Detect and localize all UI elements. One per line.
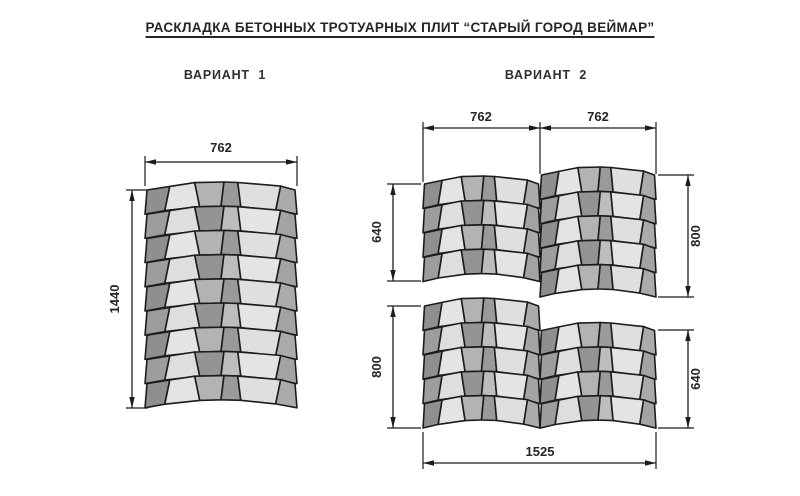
paver-tile bbox=[494, 323, 527, 351]
paver-tile bbox=[578, 347, 600, 372]
paver-tile bbox=[494, 201, 527, 229]
dimension-arrow bbox=[685, 286, 690, 297]
paver-tile bbox=[461, 200, 484, 225]
paver-tile bbox=[578, 396, 600, 421]
paver-tile bbox=[238, 255, 281, 283]
dimension-arrow bbox=[645, 460, 656, 465]
dimension-arrow bbox=[129, 397, 134, 408]
paver-tile bbox=[438, 250, 465, 278]
dimension-arrow bbox=[145, 159, 156, 164]
paver-tile bbox=[640, 400, 656, 428]
paver-tile bbox=[461, 371, 484, 396]
paver-tile bbox=[611, 347, 644, 375]
paver-tile bbox=[461, 347, 484, 372]
dimension-arrow bbox=[423, 125, 434, 130]
paver-tile bbox=[611, 216, 644, 244]
paver-tile bbox=[461, 249, 484, 274]
paver-tile bbox=[461, 225, 484, 250]
variant1-panel bbox=[145, 182, 297, 408]
dimension-value-variant2-top-height-left: 640 bbox=[369, 221, 384, 243]
paver-tile bbox=[461, 322, 484, 347]
paver-tile bbox=[524, 253, 540, 281]
paver-tile bbox=[195, 255, 224, 280]
paver-tile bbox=[461, 176, 484, 201]
paver-tile bbox=[578, 371, 600, 396]
paver-tile bbox=[611, 323, 644, 351]
paver-tile bbox=[494, 250, 527, 278]
paver-tile bbox=[611, 192, 644, 220]
dimension-arrow bbox=[390, 306, 395, 317]
dimension-arrow bbox=[390, 184, 395, 195]
paver-tile bbox=[195, 376, 224, 401]
dimension-variant1-height bbox=[107, 190, 148, 408]
paver-tile bbox=[195, 351, 224, 376]
variant1-label: ВАРИАНТ 1 bbox=[183, 68, 267, 82]
dimension-value-variant2-bottom-width: 1525 bbox=[525, 444, 555, 459]
dimension-variant2-bottom-width bbox=[423, 432, 656, 469]
dimension-arrow bbox=[129, 190, 134, 201]
paver-tile bbox=[195, 303, 224, 328]
paver-tile bbox=[578, 191, 600, 216]
paver-tile bbox=[494, 396, 527, 424]
paver-tile bbox=[238, 304, 281, 332]
paver-tile bbox=[238, 207, 281, 235]
dimension-value-variant2-bottom-height-left: 800 bbox=[369, 356, 384, 378]
paver-tile bbox=[578, 167, 600, 192]
paver-tile bbox=[238, 352, 281, 380]
paver-tile bbox=[578, 216, 600, 241]
paver-tile bbox=[195, 206, 224, 231]
paver-tile bbox=[238, 376, 281, 404]
dimension-arrow bbox=[286, 159, 297, 164]
dimension-variant2-bottom-height-left bbox=[369, 306, 421, 428]
dimension-arrow bbox=[390, 417, 395, 428]
dimension-value-variant2-top-width-left: 762 bbox=[470, 109, 492, 124]
dimension-value-variant2-top-width-right: 762 bbox=[587, 109, 609, 124]
dimension-arrow bbox=[540, 125, 551, 130]
variant2-bottom-panel bbox=[423, 298, 656, 428]
paver-tile bbox=[578, 240, 600, 265]
paver-tile bbox=[195, 230, 224, 255]
paver-tile bbox=[611, 265, 644, 293]
page-title: РАСКЛАДКА БЕТОННЫХ ТРОТУАРНЫХ ПЛИТ “СТАРЫЙ ГОРОД ВЕЙМАР” bbox=[145, 20, 655, 35]
paver-tile bbox=[165, 376, 200, 404]
paver-tile bbox=[494, 299, 527, 327]
dimension-arrow bbox=[685, 417, 690, 428]
paver-tile bbox=[611, 372, 644, 400]
paver-tile bbox=[524, 400, 540, 428]
paver-tile bbox=[578, 265, 600, 290]
dimension-value-variant1-height: 1440 bbox=[107, 284, 122, 314]
dimension-arrow bbox=[529, 125, 540, 130]
dimension-variant2-top-height-left bbox=[369, 184, 421, 281]
paver-tile bbox=[611, 241, 644, 269]
variant2-label: ВАРИАНТ 2 bbox=[504, 68, 588, 82]
dimension-variant2-top-width-right bbox=[540, 109, 656, 174]
paver-tile bbox=[611, 168, 644, 196]
dimension-variant2-top-width-left bbox=[423, 109, 540, 182]
paver-tile bbox=[494, 347, 527, 375]
paver-tile bbox=[238, 231, 281, 259]
dimension-arrow bbox=[645, 125, 656, 130]
paver-tile bbox=[461, 396, 484, 421]
paver-tile bbox=[461, 298, 484, 323]
paver-tile bbox=[611, 396, 644, 424]
paver-tile bbox=[238, 279, 281, 307]
paver-tile bbox=[238, 328, 281, 356]
dimension-arrow bbox=[423, 460, 434, 465]
paver-tile bbox=[494, 372, 527, 400]
dimension-variant1-width bbox=[145, 140, 297, 186]
paver-tile bbox=[494, 225, 527, 253]
paver-tile bbox=[438, 396, 465, 424]
dimension-arrow bbox=[390, 270, 395, 281]
paver-tile bbox=[640, 269, 656, 297]
paver-tile bbox=[195, 279, 224, 304]
paver-tile bbox=[195, 182, 224, 207]
dimension-variant2-top-height-right bbox=[658, 175, 703, 297]
paver-tile bbox=[494, 177, 527, 205]
dimension-variant2-bottom-height-right bbox=[658, 330, 703, 428]
dimension-arrow bbox=[685, 175, 690, 186]
dimension-value-variant2-bottom-height-right: 640 bbox=[688, 368, 703, 390]
paver-tile bbox=[578, 323, 600, 348]
variant2-top-panel bbox=[423, 167, 656, 297]
paver-tile bbox=[195, 327, 224, 352]
paver-tile bbox=[238, 183, 281, 211]
dimension-value-variant1-width: 762 bbox=[210, 140, 232, 155]
dimension-value-variant2-top-height-right: 800 bbox=[688, 225, 703, 247]
dimension-arrow bbox=[685, 330, 690, 341]
